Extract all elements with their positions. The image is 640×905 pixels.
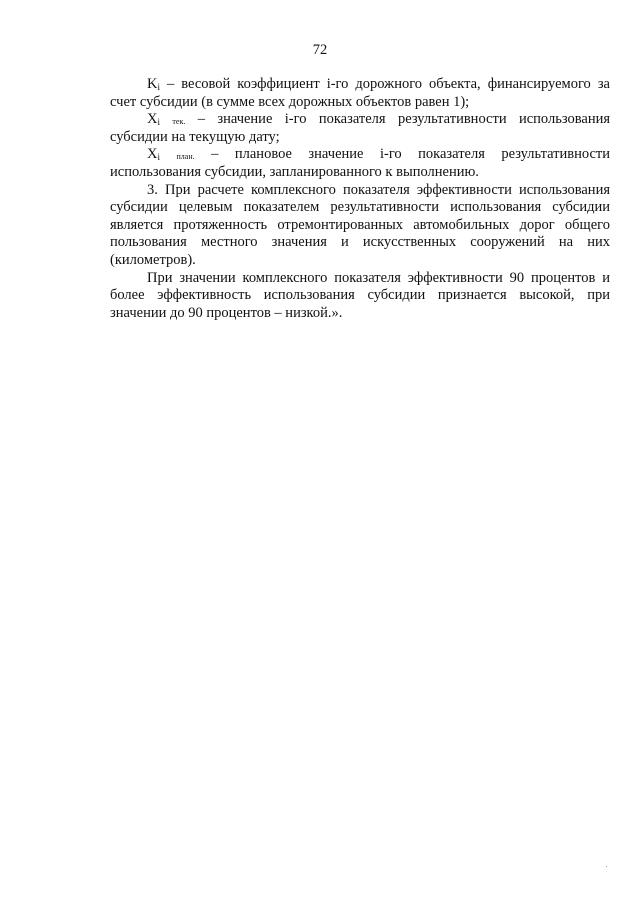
scan-speck [606, 866, 607, 867]
paragraph-efficiency-threshold: При значении комплексного показателя эффективности 90 процентов и более эффективность использования субсидии признается высокой, при значении до 90 процентов – низкой.». [110, 269, 610, 321]
symbol-x-current-suffix: тек. [172, 117, 186, 127]
symbol-k: K [147, 76, 158, 92]
paragraph-x-plan-text: – плановое значение i-го показателя результативности использования субсидии, запланированного к выполнению. [110, 146, 611, 180]
symbol-x-plan-suffix: план. [176, 152, 195, 162]
document-body [110, 76, 610, 322]
symbol-k-subscript: i [157, 82, 160, 92]
paragraph-k-definition [110, 76, 610, 111]
page-number: 72 [312, 42, 328, 58]
paragraph-k-text: – весовой коэффициент i-го дорожного объекта, финансируемого за счет субсидии (в сумме всех дорожных объектов равен 1); [110, 76, 610, 110]
symbol-x-current-index: i [157, 117, 160, 128]
symbol-x-plan: X [147, 146, 158, 163]
symbol-x-plan-index: i [157, 152, 160, 163]
paragraph-x-current-text: – значение i-го показателя результативности использования субсидии на текущую дату; [110, 111, 611, 145]
symbol-x-current: X [147, 111, 158, 128]
paragraph-item-3: 3. При расчете комплексного показателя эффективности использования субсидии целевым показателем результативности использования субсидии является протяженность отремонтированных автомобильных дорог общего пользования местного значения и искусственных сооружений на них (километров). [110, 181, 610, 268]
paragraph-x-plan-definition [110, 146, 610, 181]
paragraph-x-current-definition [110, 111, 610, 146]
